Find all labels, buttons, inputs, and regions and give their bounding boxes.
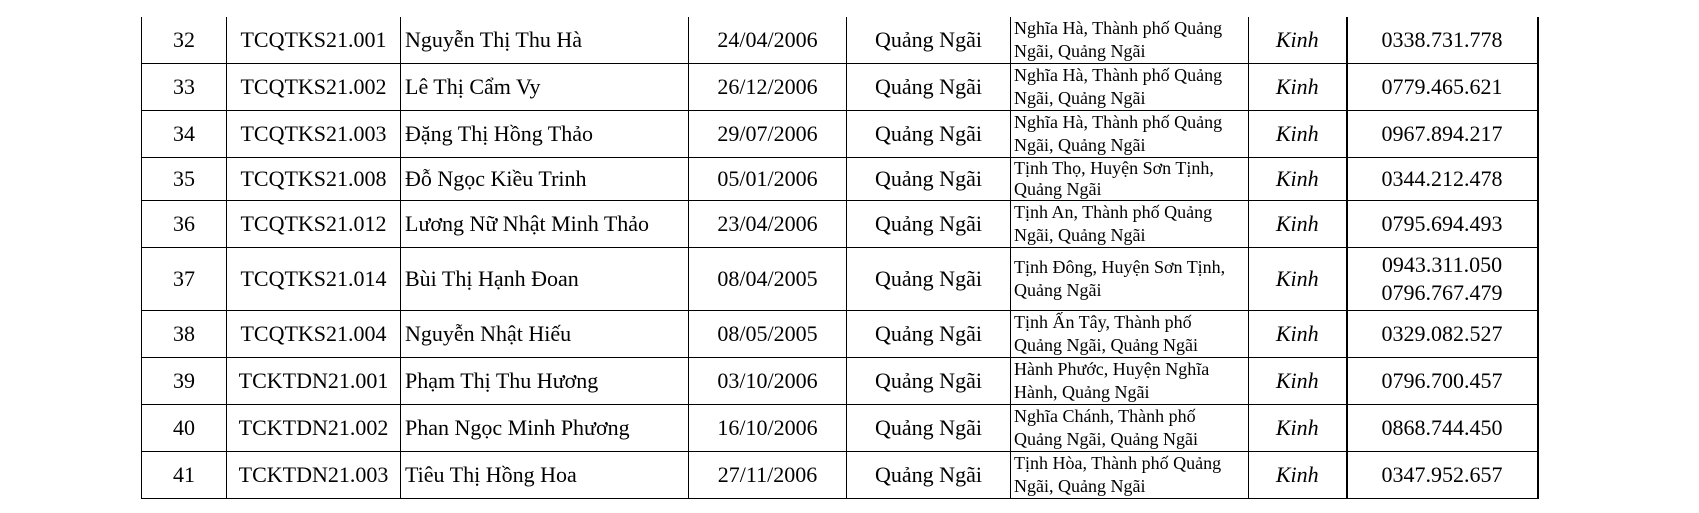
phone-number: 0943.311.050 — [1381, 252, 1503, 277]
table-row — [142, 111, 1538, 158]
stt-cell: 36 — [142, 201, 227, 248]
address-line-2: Ngãi, Quảng Ngãi — [1014, 135, 1146, 155]
address-cell — [1011, 111, 1249, 158]
birth-date-cell: 24/04/2006 — [689, 17, 847, 64]
student-name-cell: Nguyễn Thị Thu Hà — [401, 17, 689, 64]
student-name-cell: Lương Nữ Nhật Minh Thảo — [401, 201, 689, 248]
phone-cell — [1347, 452, 1538, 499]
student-code-cell: TCKTDN21.001 — [227, 358, 401, 405]
ethnicity-cell: Kinh — [1249, 201, 1347, 248]
student-name-cell: Bùi Thị Hạnh Đoan — [401, 248, 689, 311]
address-cell — [1011, 311, 1249, 358]
birth-date-cell: 29/07/2006 — [689, 111, 847, 158]
address-line-1: Tịnh Đông, Huyện Sơn Tịnh, — [1014, 257, 1226, 277]
phone-number: 0344.212.478 — [1381, 166, 1503, 191]
birth-date-cell: 05/01/2006 — [689, 158, 847, 201]
address-line-2: Quảng Ngãi — [1014, 179, 1102, 199]
ethnicity-cell: Kinh — [1249, 358, 1347, 405]
phone-number: 0796.700.457 — [1381, 368, 1503, 393]
table-row — [142, 405, 1538, 452]
phone-cell — [1347, 111, 1538, 158]
student-code-cell: TCQTKS21.014 — [227, 248, 401, 311]
ethnicity-cell: Kinh — [1249, 111, 1347, 158]
stt-cell: 32 — [142, 17, 227, 64]
province-cell: Quảng Ngãi — [847, 111, 1011, 158]
table-row — [142, 452, 1538, 499]
phone-cell — [1347, 358, 1538, 405]
address-line-1: Tịnh Ấn Tây, Thành phố — [1014, 312, 1192, 332]
student-name-cell: Phạm Thị Thu Hương — [401, 358, 689, 405]
student-name-cell: Đỗ Ngọc Kiều Trinh — [401, 158, 689, 201]
province-cell: Quảng Ngãi — [847, 158, 1011, 201]
address-line-2: Ngãi, Quảng Ngãi — [1014, 88, 1146, 108]
stt-cell: 40 — [142, 405, 227, 452]
student-name-cell: Phan Ngọc Minh Phương — [401, 405, 689, 452]
ethnicity-cell: Kinh — [1249, 17, 1347, 64]
address-line-1: Tịnh Thọ, Huyện Sơn Tịnh, — [1014, 158, 1214, 178]
phone-number-secondary: 0796.767.479 — [1381, 280, 1503, 305]
birth-date-cell: 08/04/2005 — [689, 248, 847, 311]
phone-number: 0795.694.493 — [1381, 211, 1503, 236]
address-cell — [1011, 17, 1249, 64]
phone-number: 0338.731.778 — [1381, 27, 1503, 52]
student-code-cell: TCQTKS21.008 — [227, 158, 401, 201]
table-row — [142, 64, 1538, 111]
phone-number: 0967.894.217 — [1381, 121, 1503, 146]
student-code-cell: TCQTKS21.004 — [227, 311, 401, 358]
province-cell: Quảng Ngãi — [847, 358, 1011, 405]
phone-cell — [1347, 201, 1538, 248]
table-row — [142, 311, 1538, 358]
birth-date-cell: 26/12/2006 — [689, 64, 847, 111]
address-cell — [1011, 358, 1249, 405]
student-code-cell: TCKTDN21.003 — [227, 452, 401, 499]
birth-date-cell: 03/10/2006 — [689, 358, 847, 405]
address-line-2: Quảng Ngãi, Quảng Ngãi — [1014, 335, 1198, 355]
student-table-body — [142, 17, 1538, 499]
stt-cell: 38 — [142, 311, 227, 358]
province-cell: Quảng Ngãi — [847, 201, 1011, 248]
address-line-2: Quảng Ngãi — [1014, 280, 1102, 300]
student-code-cell: TCKTDN21.002 — [227, 405, 401, 452]
stt-cell: 35 — [142, 158, 227, 201]
stt-cell: 41 — [142, 452, 227, 499]
student-name-cell: Tiêu Thị Hồng Hoa — [401, 452, 689, 499]
ethnicity-cell: Kinh — [1249, 248, 1347, 311]
address-line-2: Ngãi, Quảng Ngãi — [1014, 41, 1146, 61]
phone-cell — [1347, 405, 1538, 452]
address-line-1: Nghĩa Hà, Thành phố Quảng — [1014, 112, 1223, 132]
phone-cell — [1347, 17, 1538, 64]
province-cell: Quảng Ngãi — [847, 248, 1011, 311]
province-cell: Quảng Ngãi — [847, 311, 1011, 358]
student-name-cell: Nguyễn Nhật Hiếu — [401, 311, 689, 358]
table-row — [142, 248, 1538, 311]
address-line-1: Nghĩa Hà, Thành phố Quảng — [1014, 65, 1223, 85]
address-cell — [1011, 405, 1249, 452]
student-name-cell: Lê Thị Cẩm Vy — [401, 64, 689, 111]
address-line-2: Ngãi, Quảng Ngãi — [1014, 225, 1146, 245]
ethnicity-cell: Kinh — [1249, 311, 1347, 358]
ethnicity-cell: Kinh — [1249, 158, 1347, 201]
address-cell — [1011, 452, 1249, 499]
stt-cell: 33 — [142, 64, 227, 111]
student-list-sheet — [141, 17, 1537, 499]
province-cell: Quảng Ngãi — [847, 64, 1011, 111]
stt-cell: 39 — [142, 358, 227, 405]
birth-date-cell: 27/11/2006 — [689, 452, 847, 499]
birth-date-cell: 16/10/2006 — [689, 405, 847, 452]
phone-number: 0347.952.657 — [1381, 462, 1503, 487]
student-table — [141, 17, 1539, 499]
address-line-2: Hành, Quảng Ngãi — [1014, 382, 1150, 402]
phone-number: 0868.744.450 — [1381, 415, 1503, 440]
table-row — [142, 201, 1538, 248]
address-line-1: Nghĩa Hà, Thành phố Quảng — [1014, 18, 1223, 38]
student-code-cell: TCQTKS21.012 — [227, 201, 401, 248]
address-line-2: Ngãi, Quảng Ngãi — [1014, 476, 1146, 496]
phone-cell — [1347, 64, 1538, 111]
province-cell: Quảng Ngãi — [847, 452, 1011, 499]
phone-number: 0329.082.527 — [1381, 321, 1503, 346]
address-line-1: Hành Phước, Huyện Nghĩa — [1014, 359, 1210, 379]
address-cell — [1011, 64, 1249, 111]
address-cell — [1011, 158, 1249, 201]
address-line-2: Quảng Ngãi, Quảng Ngãi — [1014, 429, 1198, 449]
province-cell: Quảng Ngãi — [847, 405, 1011, 452]
address-line-1: Nghĩa Chánh, Thành phố — [1014, 406, 1196, 426]
ethnicity-cell: Kinh — [1249, 452, 1347, 499]
address-cell — [1011, 201, 1249, 248]
address-line-1: Tịnh Hòa, Thành phố Quảng — [1014, 453, 1222, 473]
address-line-1: Tịnh An, Thành phố Quảng — [1014, 202, 1213, 222]
student-code-cell: TCQTKS21.003 — [227, 111, 401, 158]
student-name-cell: Đặng Thị Hồng Thảo — [401, 111, 689, 158]
phone-cell — [1347, 158, 1538, 201]
province-cell: Quảng Ngãi — [847, 17, 1011, 64]
birth-date-cell: 08/05/2005 — [689, 311, 847, 358]
table-row — [142, 358, 1538, 405]
stt-cell: 34 — [142, 111, 227, 158]
student-code-cell: TCQTKS21.002 — [227, 64, 401, 111]
birth-date-cell: 23/04/2006 — [689, 201, 847, 248]
phone-cell — [1347, 248, 1538, 311]
table-row — [142, 158, 1538, 201]
stt-cell: 37 — [142, 248, 227, 311]
ethnicity-cell: Kinh — [1249, 405, 1347, 452]
phone-number: 0779.465.621 — [1381, 74, 1503, 99]
student-code-cell: TCQTKS21.001 — [227, 17, 401, 64]
ethnicity-cell: Kinh — [1249, 64, 1347, 111]
table-row — [142, 17, 1538, 64]
address-cell — [1011, 248, 1249, 311]
phone-cell — [1347, 311, 1538, 358]
